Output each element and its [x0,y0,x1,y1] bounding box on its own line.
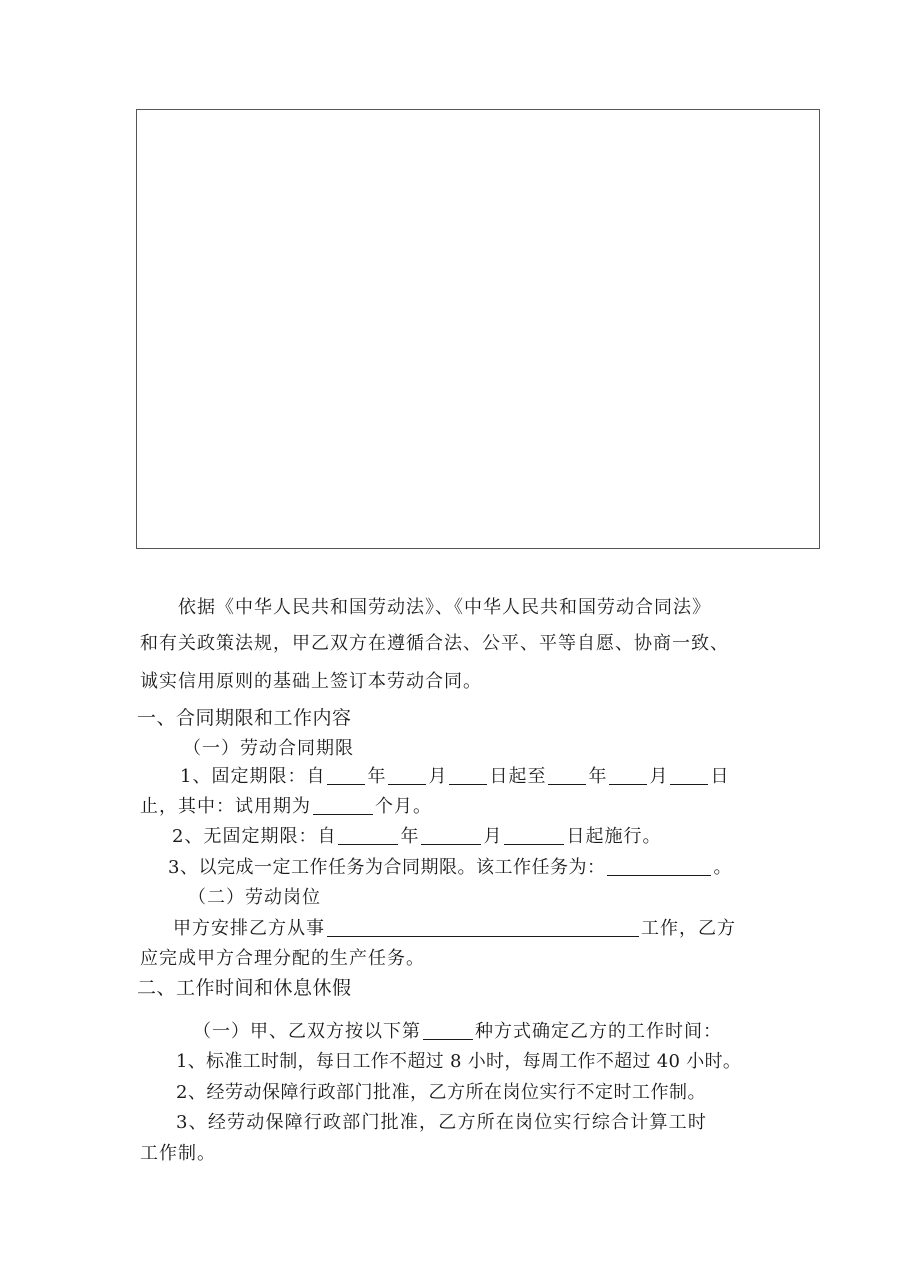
post-line [173,918,736,940]
year2-text: 年 [588,766,608,787]
item-1: 1、标准工时制，每日工作不超过 8 小时，每周工作不超过 40 小时。 [176,1051,742,1072]
unfixed-month-blank[interactable] [421,826,481,845]
day-from-text: 日起至 [489,766,547,787]
task-term-line [168,857,732,879]
probation-blank[interactable] [313,796,373,815]
task-label: 3、以完成一定工作任务为合同期限。该工作任务为： [168,857,606,878]
task-blank[interactable] [607,857,711,876]
sub1-heading: （一）劳动合同期限 [183,738,354,759]
unfixed-year-text: 年 [400,826,420,847]
effective-text: 日起施行。 [566,826,662,847]
section2-heading: 二、工作时间和休息休假 [137,977,352,999]
method-blank[interactable] [423,1021,473,1040]
sub2-heading: （二）劳动岗位 [188,887,321,908]
months-text: 个月。 [375,796,432,817]
fixed-label: 1、固定期限：自 [180,766,326,787]
fixed-term-line [180,766,729,788]
method-line [193,1021,722,1043]
preamble-line-1: 依据《中华人民共和国劳动法》、《中华人民共和国劳动合同法》 [178,597,711,618]
preamble-line-3: 诚实信用原则的基础上签订本劳动合同。 [140,671,482,692]
month-blank[interactable] [388,766,426,785]
method-end: 种方式确定乙方的工作时间： [475,1021,722,1042]
day-blank[interactable] [449,766,487,785]
post-end: 工作，乙方 [641,918,736,939]
item-3: 3、经劳动保障行政部门批准，乙方所在岗位实行综合计算工时 [176,1112,708,1133]
post-line-2: 应完成甲方合理分配的生产任务。 [140,948,425,969]
probation-line [140,796,432,818]
method-start: （一）甲、乙双方按以下第 [193,1021,421,1042]
month2-text: 月 [649,766,669,787]
month-text: 月 [428,766,448,787]
unfixed-month-text: 月 [483,826,503,847]
month2-blank[interactable] [609,766,647,785]
item-3-cont: 工作制。 [140,1143,216,1164]
section1-heading: 一、合同期限和工作内容 [137,707,352,729]
day-end-text: 日 [710,766,730,787]
post-start: 甲方安排乙方从事 [173,918,325,939]
day2-blank[interactable] [670,766,708,785]
unfixed-year-blank[interactable] [338,826,398,845]
blank-box [136,109,820,549]
year-text: 年 [367,766,387,787]
probation-label: 止，其中：试用期为 [140,796,311,817]
year-blank[interactable] [327,766,365,785]
unfixed-day-blank[interactable] [504,826,564,845]
task-end: 。 [713,857,732,878]
unfixed-label: 2、无固定期限：自 [172,826,337,847]
year2-blank[interactable] [548,766,586,785]
preamble-line-2: 和有关政策法规，甲乙双方在遵循合法、公平、平等自愿、协商一致、 [140,633,729,654]
post-blank[interactable] [327,918,639,937]
unfixed-term-line [172,826,661,848]
item-2: 2、经劳动保障行政部门批准，乙方所在岗位实行不定时工作制。 [176,1082,706,1103]
